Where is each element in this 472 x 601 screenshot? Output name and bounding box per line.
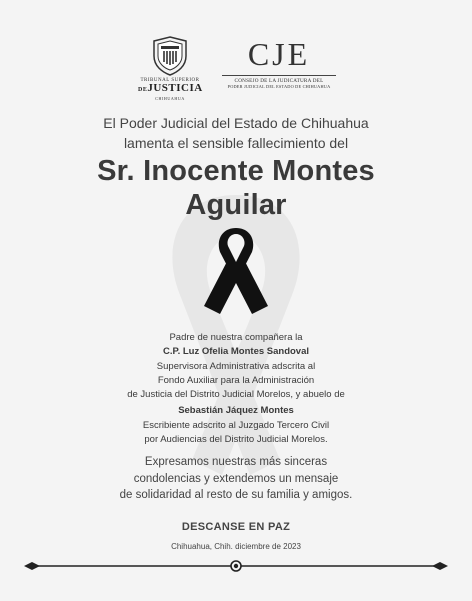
closing-text: DESCANSE EN PAZ [181, 521, 291, 533]
mourning-ribbon-icon [202, 226, 270, 316]
relation-line-8: por Audiencias del Distrito Judicial Morelos. [144, 434, 328, 446]
deceased-name [0, 154, 472, 222]
intro-line-2: lamenta el sensible fallecimiento del [123, 135, 349, 151]
place-date: Chihuahua, Chih. diciembre de 2023 [171, 542, 301, 551]
tsj-logo [138, 36, 202, 101]
cje-mark: CJE [247, 36, 311, 72]
shield-icon [152, 36, 188, 76]
relative-name-2: Sebastián Jáquez Montes [178, 405, 294, 417]
tsj-top-text: TRIBUNAL SUPERIOR [140, 78, 200, 83]
intro-text [0, 113, 472, 153]
ornamental-divider [22, 556, 450, 576]
cje-rule [222, 75, 336, 76]
deceased-name-line-2: Aguilar [185, 189, 287, 221]
condolences-line-3: de solidaridad al resto de su familia y amigos. [119, 489, 353, 501]
cje-line1: CONSEJO DE LA JUDICATURA DEL [234, 78, 324, 84]
tsj-sub-text: CHIHUAHUA [155, 96, 185, 101]
relation-text [0, 331, 472, 447]
relation-line-5: de Justicia del Distrito Judicial Morelos, y abuelo de [127, 389, 345, 401]
deceased-name-line-1: Sr. Inocente Montes [97, 155, 375, 187]
condolences-line-1: Expresamos nuestras más sinceras [144, 456, 328, 468]
relation-line-4: Fondo Auxiliar para la Administración [157, 374, 315, 386]
tsj-main-text: DEJUSTICIA [138, 82, 203, 94]
condolences-text [0, 454, 472, 504]
cje-logo [220, 36, 338, 89]
header-logos [0, 36, 472, 106]
relative-name-1: C.P. Luz Ofelia Montes Sandoval [162, 346, 310, 358]
relation-line-7: Escribiente adscrito al Juzgado Tercero Civil [142, 419, 330, 431]
relation-line-3: Supervisora Administrativa adscrita al [156, 360, 316, 372]
condolences-line-2: condolencias y extendemos un mensaje [133, 472, 339, 485]
relation-line-1: Padre de nuestra compañera la [169, 332, 303, 343]
cje-line2: PODER JUDICIAL DEL ESTADO DE CHIHUAHUA [227, 84, 331, 89]
intro-line-1: El Poder Judicial del Estado de Chihuahua [103, 115, 369, 131]
